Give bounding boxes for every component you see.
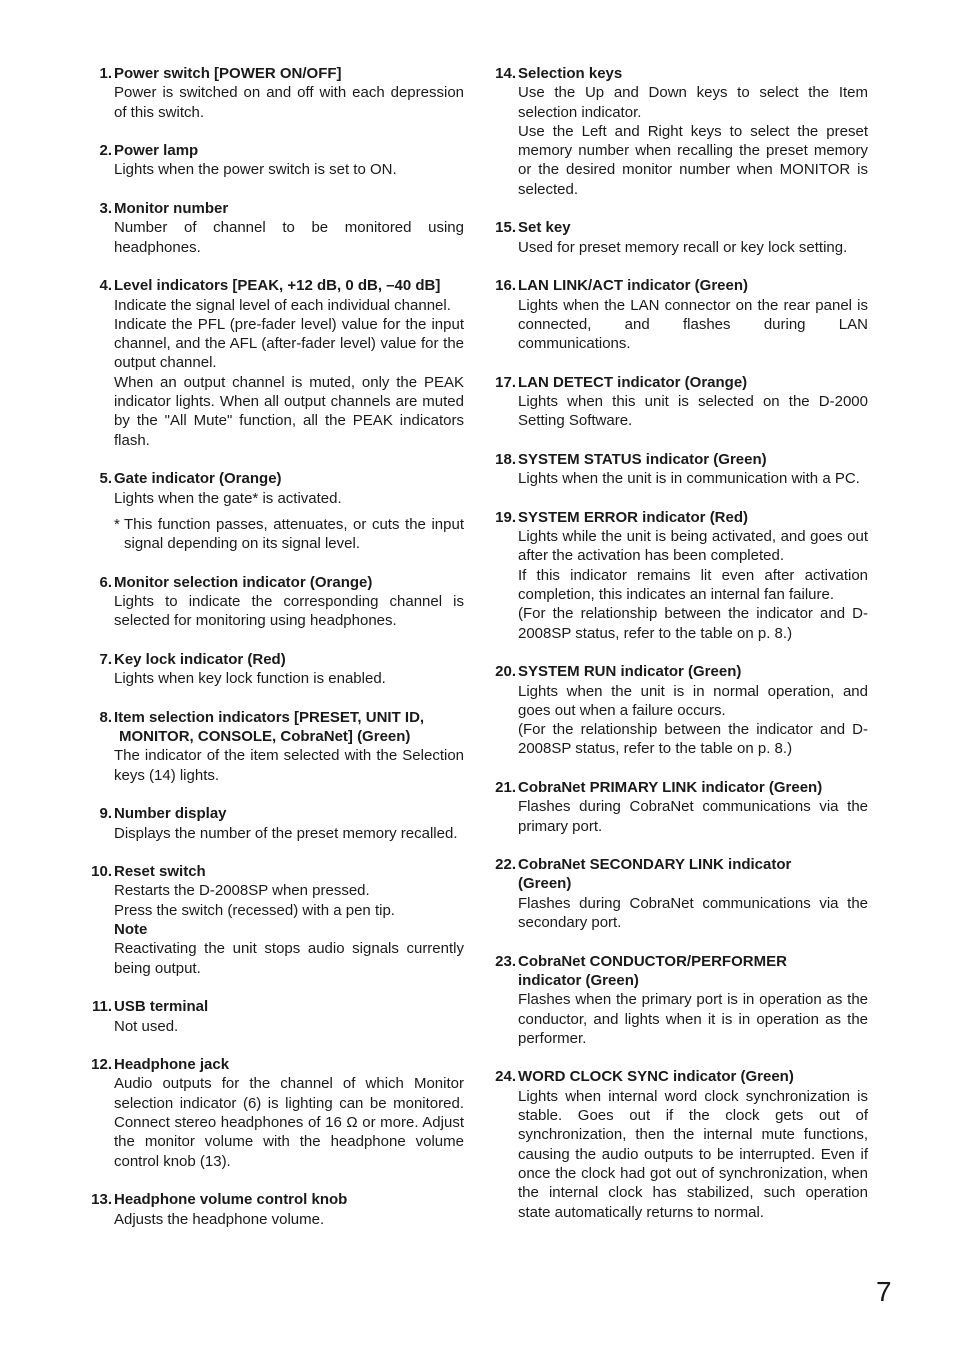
item-number: 14. <box>495 65 516 82</box>
item-title: Power lamp <box>114 142 199 160</box>
item-title: CobraNet SECONDARY LINK indicator <box>518 856 792 874</box>
footnote-mark: * <box>114 515 120 533</box>
item-number: 9. <box>99 805 112 823</box>
item-number: 8. <box>99 708 112 726</box>
item-number: 19. <box>495 508 516 526</box>
note-text: Reactivating the unit stops audio signals currently being output. <box>114 940 464 977</box>
item-description: Lights when internal word clock synchronization is stable. Goes out if the clock gets out of synchronization, then the internal mute functions, causing the audio outputs to be interrupted. Even if once the clock had got out of synchronization, when the internal clock has stabilized, such operation state automatically returns to normal. <box>518 1087 868 1221</box>
item-description: Not used. <box>114 1017 179 1035</box>
item-description: Lights when the LAN connector on the rear panel is connected, and flashes during LAN communications. <box>518 296 868 353</box>
item-key-lock-indicator <box>86 650 464 689</box>
item-description: Use the Up and Down keys to select the Item selection indicator. <box>518 84 868 121</box>
item-reset-switch <box>86 862 464 978</box>
item-description: Lights when this unit is selected on the D-2000 Setting Software. <box>518 393 868 430</box>
item-cobranet-secondary-link-indicator <box>490 855 868 932</box>
item-lan-link-act-indicator <box>490 276 868 353</box>
item-headphone-volume-knob <box>86 1190 464 1229</box>
item-number: 6. <box>99 573 112 591</box>
item-selection-keys <box>490 64 868 199</box>
item-item-selection-indicators <box>86 708 464 785</box>
item-title: Monitor selection indicator (Orange) <box>114 573 373 591</box>
item-title-continued: indicator (Green) <box>518 971 639 989</box>
item-description: Press the switch (recessed) with a pen tip. <box>114 901 395 919</box>
item-number: 12. <box>91 1056 112 1074</box>
item-description: Used for preset memory recall or key lock setting. <box>518 238 848 256</box>
item-cobranet-conductor-performer-indicator <box>490 952 868 1048</box>
item-title: Power switch [POWER ON/OFF] <box>114 65 342 82</box>
item-number: 16. <box>495 277 516 295</box>
item-description: Lights while the unit is being activated, and goes out after the activation has been completed. <box>518 528 868 565</box>
item-number: 5. <box>99 470 112 488</box>
left-column <box>86 64 464 1248</box>
item-description: Restarts the D-2008SP when pressed. <box>114 882 370 900</box>
item-number: 2. <box>99 142 112 160</box>
item-title: Headphone jack <box>114 1056 230 1074</box>
item-number: 11. <box>91 998 112 1016</box>
item-number: 20. <box>495 663 516 681</box>
item-number: 21. <box>495 778 516 796</box>
item-title: Gate indicator (Orange) <box>114 470 282 488</box>
item-title: Set key <box>518 219 571 237</box>
item-monitor-selection-indicator <box>86 573 464 631</box>
item-lan-detect-indicator <box>490 373 868 431</box>
item-title: WORD CLOCK SYNC indicator (Green) <box>518 1068 794 1086</box>
item-cobranet-primary-link-indicator <box>490 778 868 836</box>
item-description: Power is switched on and off with each depression of this switch. <box>114 84 464 121</box>
item-title-continued: MONITOR, CONSOLE, CobraNet] (Green) <box>119 728 411 746</box>
item-number: 18. <box>495 450 516 468</box>
item-number: 10. <box>91 863 112 881</box>
item-description: Use the Left and Right keys to select the preset memory number when recalling the preset memory or the desired monitor number when MONITOR is selected. <box>518 122 868 198</box>
item-description: (For the relationship between the indicator and D-2008SP status, refer to the table on p. 8.) <box>518 721 868 758</box>
item-title: SYSTEM STATUS indicator (Green) <box>518 450 767 468</box>
item-number: 15. <box>495 219 516 237</box>
item-description: Number of channel to be monitored using headphones. <box>114 219 464 256</box>
item-headphone-jack <box>86 1055 464 1171</box>
item-description: Lights when key lock function is enabled. <box>114 670 386 688</box>
item-description: Adjusts the headphone volume. <box>114 1210 325 1228</box>
note-label: Note <box>114 921 148 939</box>
item-title: Level indicators [PEAK, +12 dB, 0 dB, –40 dB] <box>114 277 441 295</box>
item-number-display <box>86 804 464 843</box>
item-number: 4. <box>99 277 112 295</box>
item-gate-indicator <box>86 469 464 553</box>
item-description: Audio outputs for the channel of which Monitor selection indicator (6) is lighting can be monitored. Connect stereo headphones of 16 Ω or more. Adjust the monitor volume with the headphone volume control knob (13). <box>114 1075 464 1170</box>
item-description: Lights when the gate* is activated. <box>114 489 342 507</box>
right-column <box>490 64 868 1241</box>
item-description: Lights when the power switch is set to ON. <box>114 161 397 179</box>
item-power-switch <box>86 64 464 122</box>
item-description: Indicate the signal level of each individual channel. <box>114 296 451 314</box>
item-title: SYSTEM ERROR indicator (Red) <box>518 508 749 526</box>
item-title-continued: (Green) <box>518 875 572 893</box>
item-title: Reset switch <box>114 863 206 881</box>
item-power-lamp <box>86 141 464 180</box>
item-description: Flashes during CobraNet communications via the primary port. <box>518 798 868 835</box>
item-description: Lights to indicate the corresponding channel is selected for monitoring using headphones. <box>114 593 464 630</box>
item-title: Key lock indicator (Red) <box>114 650 286 668</box>
item-number: 3. <box>99 200 112 218</box>
item-number: 22. <box>495 856 516 874</box>
item-number: 17. <box>495 373 516 391</box>
item-title: Headphone volume control knob <box>114 1191 348 1209</box>
item-number: 24. <box>495 1068 516 1086</box>
item-description: The indicator of the item selected with the Selection keys (14) lights. <box>114 747 464 784</box>
item-title: Number display <box>114 805 227 823</box>
footnote-text: This function passes, attenuates, or cuts the input signal depending on its signal level. <box>124 515 464 553</box>
item-number: 1. <box>99 65 112 82</box>
item-description: Flashes during CobraNet communications via the secondary port. <box>518 894 868 932</box>
item-description: When an output channel is muted, only the PEAK indicator lights. When all output channels are muted by the "All Mute" function, all the PEAK indicators flash. <box>114 373 464 449</box>
item-number: 23. <box>495 952 516 970</box>
item-description: Displays the number of the preset memory recalled. <box>114 824 458 842</box>
item-system-error-indicator <box>490 508 868 643</box>
item-description: If this indicator remains lit even after activation completion, this indicates an internal fan failure. <box>518 566 868 604</box>
item-system-status-indicator <box>490 450 868 489</box>
item-set-key <box>490 218 868 257</box>
item-description: Lights when the unit is in normal operation, and goes out when a failure occurs. <box>518 682 868 719</box>
item-number: 7. <box>99 650 112 668</box>
item-description: (For the relationship between the indicator and D-2008SP status, refer to the table on p. 8.) <box>518 605 868 642</box>
item-description: Flashes when the primary port is in operation as the conductor, and lights when it is in operation as the performer. <box>518 991 868 1047</box>
item-number: 13. <box>91 1191 112 1209</box>
item-monitor-number <box>86 199 464 257</box>
item-description: Lights when the unit is in communication with a PC. <box>518 470 860 488</box>
item-usb-terminal <box>86 997 464 1036</box>
footnote <box>114 515 464 554</box>
item-title: LAN DETECT indicator (Orange) <box>518 373 748 391</box>
item-title: Selection keys <box>518 65 623 82</box>
item-title: LAN LINK/ACT indicator (Green) <box>518 277 749 295</box>
item-title: SYSTEM RUN indicator (Green) <box>518 663 742 681</box>
item-title: Monitor number <box>114 200 229 218</box>
item-title: USB terminal <box>114 998 209 1016</box>
item-description: Indicate the PFL (pre-fader level) value for the input channel, and the AFL (after-fader level) value for the output channel. <box>114 315 464 372</box>
item-title: CobraNet CONDUCTOR/PERFORMER <box>518 952 787 970</box>
item-system-run-indicator <box>490 662 868 758</box>
page-number: 7 <box>876 1276 892 1307</box>
item-title: Item selection indicators [PRESET, UNIT ID, <box>114 708 425 726</box>
item-level-indicators <box>86 276 464 450</box>
item-word-clock-sync-indicator <box>490 1067 868 1221</box>
item-title: CobraNet PRIMARY LINK indicator (Green) <box>518 778 823 796</box>
